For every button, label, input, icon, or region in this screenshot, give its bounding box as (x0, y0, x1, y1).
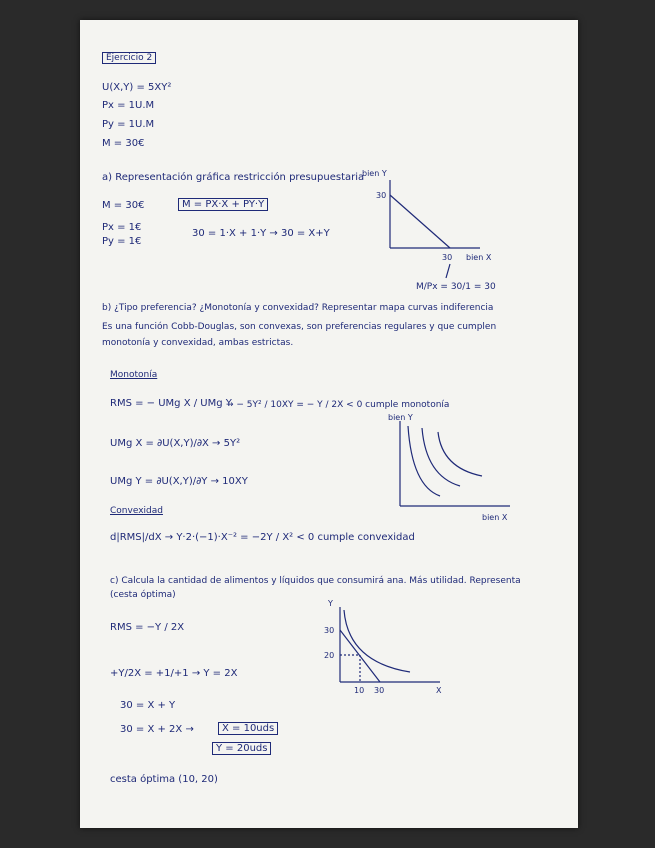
section-b-heading: b) ¿Tipo preferencia? ¿Monotonía y convexidad? Representar mapa curvas indiferencia (102, 303, 494, 313)
graph-c-indifference-curve (344, 610, 410, 672)
section-c-heading-2: (cesta óptima) (110, 590, 176, 600)
umgx: UMg X = ∂U(X,Y)/∂X → 5Y² (110, 438, 241, 449)
optimal-basket: cesta óptima (10, 20) (110, 774, 218, 785)
section-a-income: M = 30€ (102, 200, 145, 211)
price-x: Px = 1U.M (102, 100, 155, 111)
y-result: Y = 20uds (212, 742, 271, 755)
graph-a-arrow (446, 264, 450, 278)
graph-b-ylabel: bien Y (388, 413, 413, 422)
budget-line-graph (362, 169, 492, 290)
convexity-equation: d|RMS|/dX → Y·2·(−1)·X⁻² = −2Y / X² < 0 cumple convexidad (110, 532, 415, 543)
tangency-condition: +Y/2X = +1/+1 → Y = 2X (110, 668, 238, 679)
section-b-line1: Es una función Cobb-Douglas, son convexas, son preferencias regulares y que cumplen (102, 322, 497, 332)
section-c-heading: c) Calcula la cantidad de alimentos y líquidos que consumirá ana. Más utilidad. Representa (110, 576, 521, 586)
budget-equation: 30 = 1·X + 1·Y → 30 = X+Y (192, 228, 330, 239)
indifference-curve-2 (422, 428, 460, 486)
convexidad-label: Convexidad (110, 506, 163, 516)
graph-b-xlabel: bien X (482, 513, 508, 522)
indifference-curve-3 (438, 432, 482, 476)
section-c-rms: RMS = −Y / 2X (110, 622, 185, 633)
section-a-heading: a) Representación gráfica restricción presupuestaria (102, 172, 365, 183)
income: M = 30€ (102, 138, 145, 149)
budget-line (390, 195, 450, 248)
notebook-page (80, 20, 578, 828)
price-y: Py = 1U.M (102, 119, 155, 130)
umgy: UMg Y = ∂U(X,Y)/∂Y → 10XY (110, 476, 248, 487)
graph-c-ylabel: Y (328, 599, 333, 608)
optimum-graph (310, 599, 450, 702)
graph-c-ytick-30: 30 (324, 626, 335, 635)
income-price-ratio: M/Px = 30/1 = 30 (416, 282, 496, 292)
budget-formula: M = PX·X + PY·Y (178, 198, 268, 211)
graph-a-ytick: 30 (376, 191, 387, 200)
graph-c-xtick-30: 30 (374, 686, 385, 695)
graph-a-xlabel: bien X (466, 253, 492, 262)
x-result: X = 10uds (218, 722, 278, 735)
section-b-line2: monotonía y convexidad, ambas estrictas. (102, 338, 294, 348)
indifference-map-graph (370, 413, 520, 526)
substitution-step: 30 = X + 2X → (120, 724, 194, 735)
graph-c-xtick-10: 10 (354, 686, 365, 695)
graph-a-xtick: 30 (442, 253, 453, 262)
section-a-py: Py = 1€ (102, 236, 142, 247)
graph-a-ylabel: bien Y (362, 169, 387, 178)
graph-c-xlabel: X (436, 686, 442, 695)
budget-constraint: 30 = X + Y (120, 700, 176, 711)
rms-result: → − 5Y² / 10XY = − Y / 2X < 0 cumple monotonía (226, 400, 450, 410)
rms-definition: RMS = − UMg X / UMg Y (110, 398, 232, 409)
graph-c-ytick-20: 20 (324, 651, 335, 660)
section-a-px: Px = 1€ (102, 222, 142, 233)
indifference-curve-1 (408, 426, 440, 496)
utility-function: U(X,Y) = 5XY² (102, 82, 172, 93)
exercise-title: Ejercicio 2 (102, 52, 156, 64)
monotonia-label: Monotonía (110, 370, 158, 380)
